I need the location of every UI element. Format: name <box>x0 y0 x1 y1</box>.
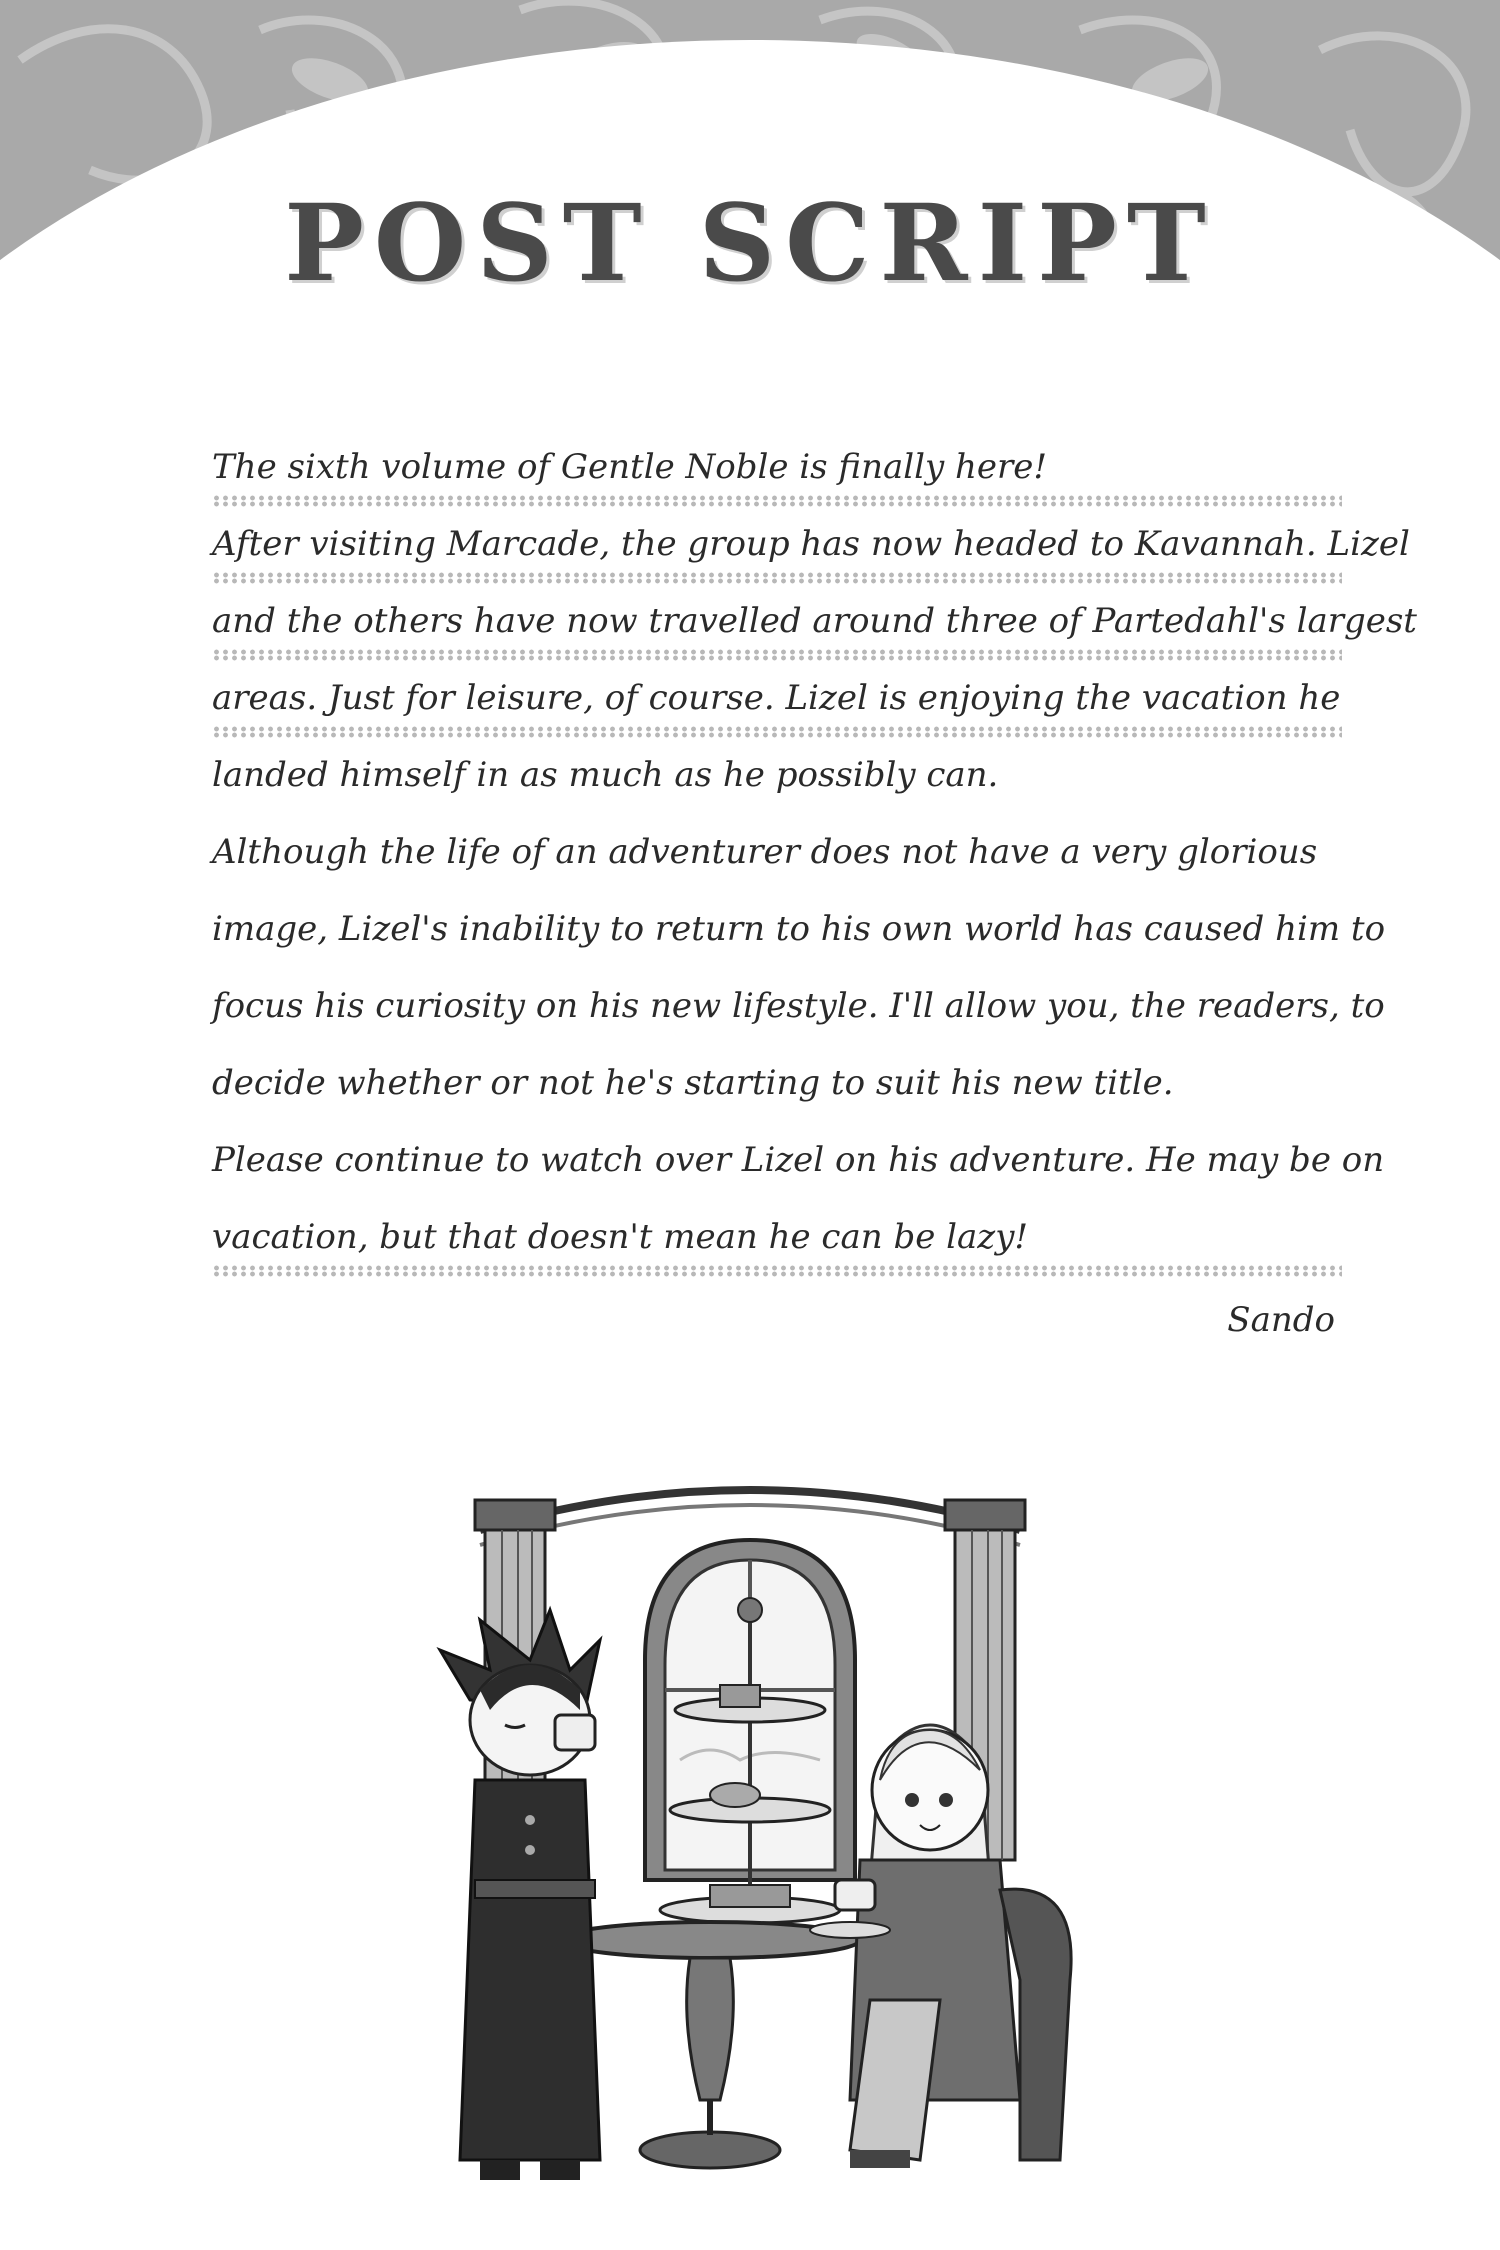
text-line: After visiting Marcade, the group has now headed to Kavannah. Lizel <box>212 509 1342 586</box>
illustration-tea-scene <box>380 1460 1120 2220</box>
text-line: areas. Just for leisure, of course. Lizel is enjoying the vacation he <box>212 663 1342 740</box>
postscript-body <box>212 432 1417 1279</box>
text-line: decide whether or not he's starting to suit his new title. <box>212 1063 1174 1103</box>
text-line: vacation, but that doesn't mean he can be lazy! <box>212 1202 1342 1279</box>
text-line: and the others have now travelled around three of Partedahl's largest <box>212 586 1342 663</box>
page-title: POST SCRIPT <box>284 180 1216 305</box>
text-line: Please continue to watch over Lizel on his adventure. He may be on <box>212 1140 1385 1180</box>
author-signature: Sando <box>1227 1300 1335 1340</box>
round-table <box>560 1922 860 2168</box>
text-line: Although the life of an adventurer does not have a very glorious <box>212 832 1318 872</box>
text-line: focus his curiosity on his new lifestyle. I'll allow you, the readers, to <box>212 986 1385 1026</box>
figure-dark-haired <box>440 1610 600 2180</box>
text-line: image, Lizel's inability to return to his own world has caused him to <box>212 909 1386 949</box>
text-line: The sixth volume of Gentle Noble is finally here! <box>212 432 1342 509</box>
text-line: landed himself in as much as he possibly can. <box>212 755 999 795</box>
